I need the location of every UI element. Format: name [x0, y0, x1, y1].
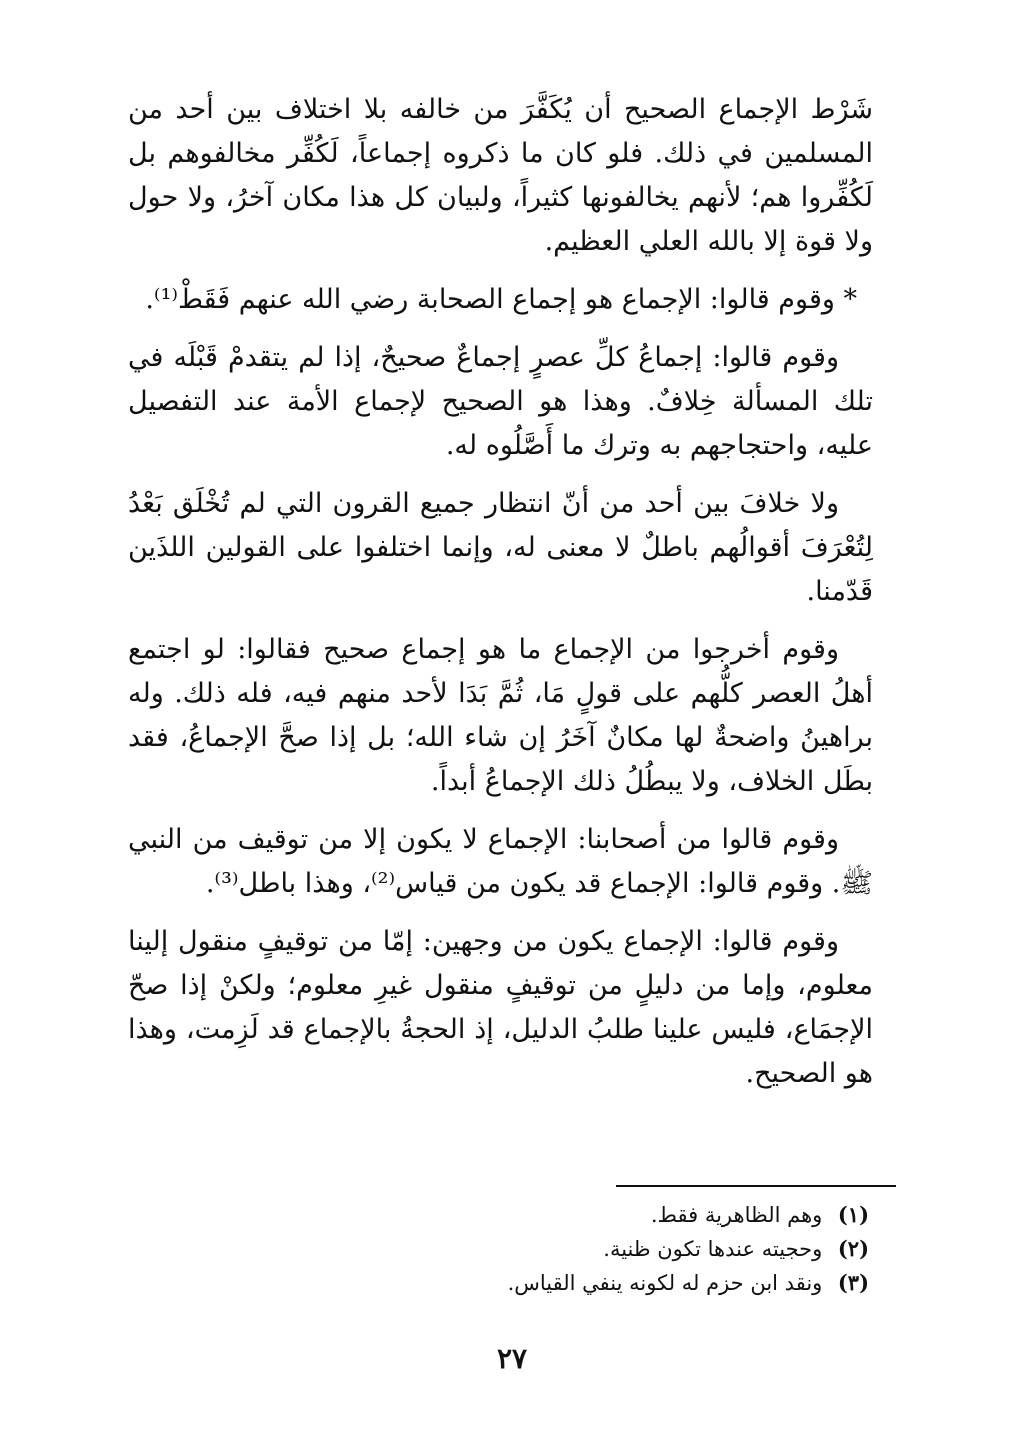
footnote-number: (١): [837, 1202, 869, 1227]
footnote-number: (٢): [837, 1236, 869, 1261]
paragraph-4: ولا خلافَ بين أحد من أنّ انتظار جميع القرون التي لم تُخْلَق بَعْدُ لِتُعْرَفَ أقوالُهم باطلٌ لا معنى له، وإنما اختلفوا على القولين اللذَين قَدّمنا.: [128, 488, 873, 607]
paragraph-5: وقوم أخرجوا من الإجماع ما هو إجماع صحيح فقالوا: لو اجتمع أهلُ العصر كلُّهم على قولٍ مَا، ثُمَّ بَدَا لأحد منهم فيه، فله ذلك. وله براهينُ واضحةٌ لها مكانٌ آخَرُ إن شاء الله؛ بل إذا صحَّ الإجماعُ، فقد بطَل الخلاف، ولا يبطُلُ ذلك الإجماعُ أبداً.: [128, 634, 873, 797]
footnote-text: وهم الظاهرية فقط.: [650, 1203, 823, 1227]
paragraph-2: * وقوم قالوا: الإجماع هو إجماع الصحابة رضي الله عنهم فَقَطْ⁽¹⁾.: [145, 284, 857, 315]
footnotes: [349, 1198, 869, 1300]
paragraph-3: وقوم قالوا: إجماعُ كلِّ عصرٍ إجماعٌ صحيحٌ، إذا لم يتقدمْ قَبْلَه في تلك المسألة خِلافٌ. وهذا هو الصحيح لإجماع الأمة عند التفصيل عليه، واحتجاجهم به وترك ما أَصَّلُوه له.: [128, 342, 873, 461]
paragraph-6: وقوم قالوا من أصحابنا: الإجماع لا يكون إلا من توقيف من النبي ﷺ. وقوم قالوا: الإجماع قد يكون من قياس⁽²⁾، وهذا باطل⁽³⁾.: [128, 824, 873, 899]
page-body: [128, 88, 873, 1110]
page-number: ٢٧: [496, 1342, 528, 1375]
footnote-divider: [616, 1185, 896, 1187]
footnote-number: (٣): [837, 1270, 869, 1295]
footnote-text: وحجيته عندها تكون ظنية.: [603, 1237, 823, 1261]
footnote-2: [349, 1232, 869, 1266]
paragraph-7: وقوم قالوا: الإجماع يكون من وجهين: إمّا من توقيفٍ منقول إلينا معلوم، وإما من دليلٍ من توقيفٍ منقول غيرِ معلوم؛ ولكنْ إذا صحّ الإجمَاع، فليس علينا طلبُ الدليل، إذ الحجةُ بالإجماع قد لَزِمت، وهذا هو الصحيح.: [128, 926, 873, 1089]
footnote-3: [349, 1266, 869, 1300]
paragraph-1: شَرْط الإجماع الصحيح أن يُكَفَّرَ من خالفه بلا اختلاف بين أحد من المسلمين في ذلك. فلو كان ما ذكروه إجماعاً، لَكُفِّر مخالفوهم بل لَكُفِّروا هم؛ لأنهم يخالفونها كثيراً، ولبيان كل هذا مكان آخرُ، ولا حول ولا قوة إلا بالله العلي العظيم.: [128, 94, 874, 257]
footnote-text: ونقد ابن حزم له لكونه ينفي القياس.: [507, 1271, 823, 1295]
footnote-1: [349, 1198, 869, 1232]
